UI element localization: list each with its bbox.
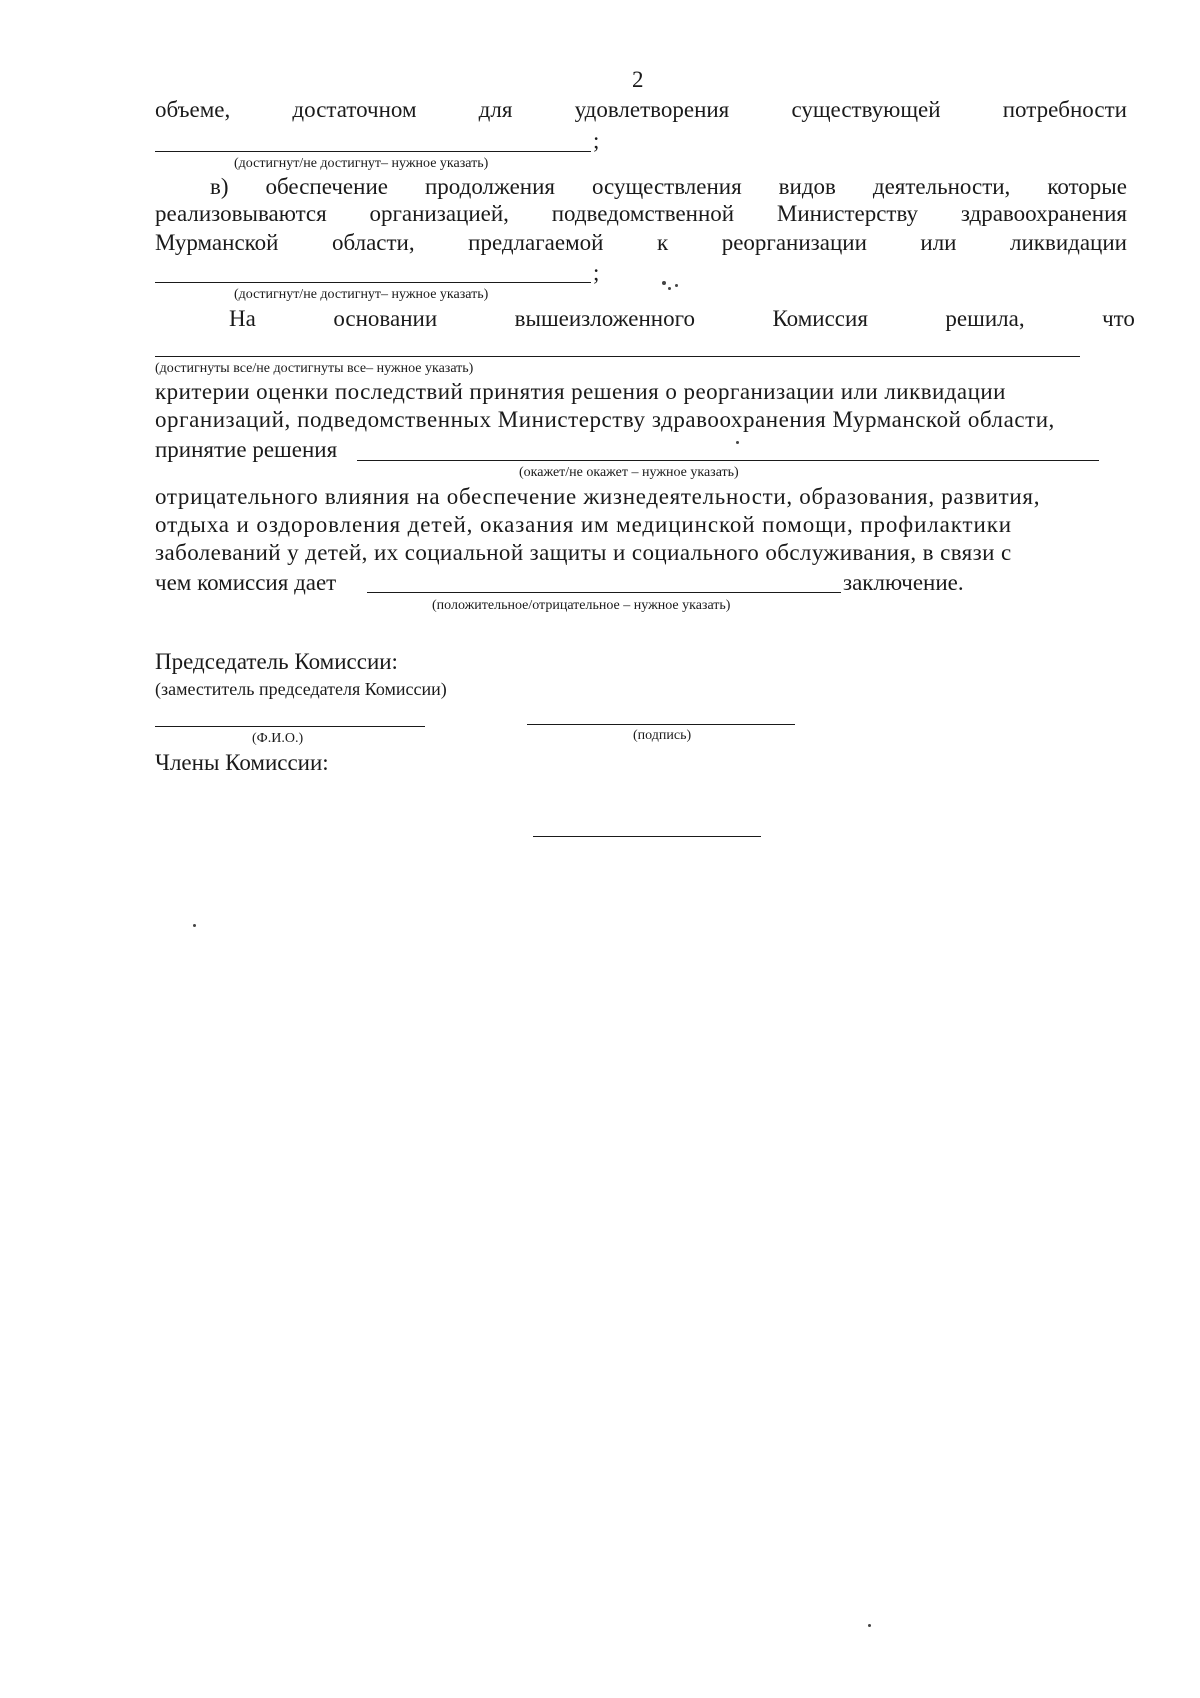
fio-hint: (Ф.И.О.) — [252, 731, 304, 746]
scan-speck — [675, 284, 678, 287]
decision-line5: отрицательного влияния на обеспечение жизнедеятельности, образования, развития, — [155, 484, 1041, 509]
word: осуществления — [591, 174, 742, 199]
decision-line1 — [229, 307, 1135, 330]
word: продолжения — [424, 174, 555, 199]
blank-line-b — [155, 282, 591, 283]
word: На — [229, 306, 256, 331]
word: к — [656, 230, 669, 255]
decision-line8-start: чем комиссия дает — [155, 570, 337, 595]
decision-line4: принятие решения — [155, 437, 338, 462]
word: Мурманской — [155, 230, 279, 255]
decision-line8-end: заключение. — [843, 570, 964, 595]
word: предлагаемой — [468, 230, 604, 255]
deputy-label: (заместитель председателя Комиссии) — [155, 679, 447, 699]
fio-line — [155, 726, 425, 727]
scan-speck — [193, 924, 196, 927]
word: здравоохранения — [960, 201, 1127, 226]
word: удовлетворения — [574, 97, 730, 122]
word: области, — [331, 230, 415, 255]
word: основании — [333, 306, 438, 331]
word: ликвидации — [1010, 230, 1127, 255]
hint-decision-2: (окажет/не окажет – нужное указать) — [519, 465, 739, 480]
word: организацией, — [369, 201, 509, 226]
word: Министерству — [776, 201, 919, 226]
decision-line7: заболеваний у детей, их социальной защиты и социального обслуживания, в связи с — [155, 540, 1012, 565]
word: в) — [210, 174, 229, 199]
blank-line-conclusion — [367, 592, 841, 593]
word: потребности — [1002, 97, 1127, 122]
word: для — [478, 97, 513, 122]
word: деятельности, — [872, 174, 1011, 199]
scan-speck — [668, 287, 671, 290]
hint-decision-1: (достигнуты все/не достигнуты все– нужное указать) — [155, 361, 474, 376]
word: что — [1102, 306, 1135, 331]
word: или — [920, 230, 957, 255]
para-b-line2 — [155, 202, 1127, 225]
blank-line-a — [155, 151, 591, 152]
word: Комиссия — [772, 306, 868, 331]
hint-b: (достигнут/не достигнут– нужное указать) — [234, 287, 489, 302]
para-a-line1 — [155, 98, 1127, 121]
semicolon-b: ; — [593, 260, 600, 285]
chairman-label: Председатель Комиссии: — [155, 649, 398, 674]
word: обеспечение — [265, 174, 388, 199]
para-b-line1 — [210, 175, 1127, 198]
word: подведомственной — [551, 201, 735, 226]
word: существующей — [791, 97, 941, 122]
decision-line3: организаций, подведомственных Министерству здравоохранения Мурманской области, — [155, 407, 1055, 432]
word: видов — [778, 174, 836, 199]
word: реорганизации — [721, 230, 867, 255]
scan-speck — [736, 441, 739, 444]
hint-a: (достигнут/не достигнут– нужное указать) — [234, 156, 489, 171]
scan-speck — [868, 1624, 871, 1627]
blank-line-decision-2 — [357, 460, 1099, 461]
signature-line — [527, 724, 795, 725]
word: которые — [1047, 174, 1127, 199]
hint-decision-3: (положительное/отрицательное – нужное указать) — [432, 598, 731, 613]
page-number: 2 — [632, 67, 644, 92]
member-signature-line — [533, 836, 761, 837]
word: решила, — [945, 306, 1025, 331]
word: реализовываются — [155, 201, 327, 226]
word: объеме, — [155, 97, 231, 122]
decision-line6: отдыха и оздоровления детей, оказания им медицинской помощи, профилактики — [155, 512, 1012, 537]
scan-speck — [662, 281, 666, 285]
para-b-line3 — [155, 231, 1127, 254]
semicolon-a: ; — [593, 128, 600, 153]
blank-line-decision — [155, 356, 1080, 357]
word: вышеизложенного — [514, 306, 695, 331]
decision-line2: критерии оценки последствий принятия решения о реорганизации или ликвидации — [155, 379, 1006, 404]
members-label: Члены Комиссии: — [155, 750, 329, 775]
word: достаточном — [292, 97, 417, 122]
signature-hint: (подпись) — [633, 728, 692, 743]
